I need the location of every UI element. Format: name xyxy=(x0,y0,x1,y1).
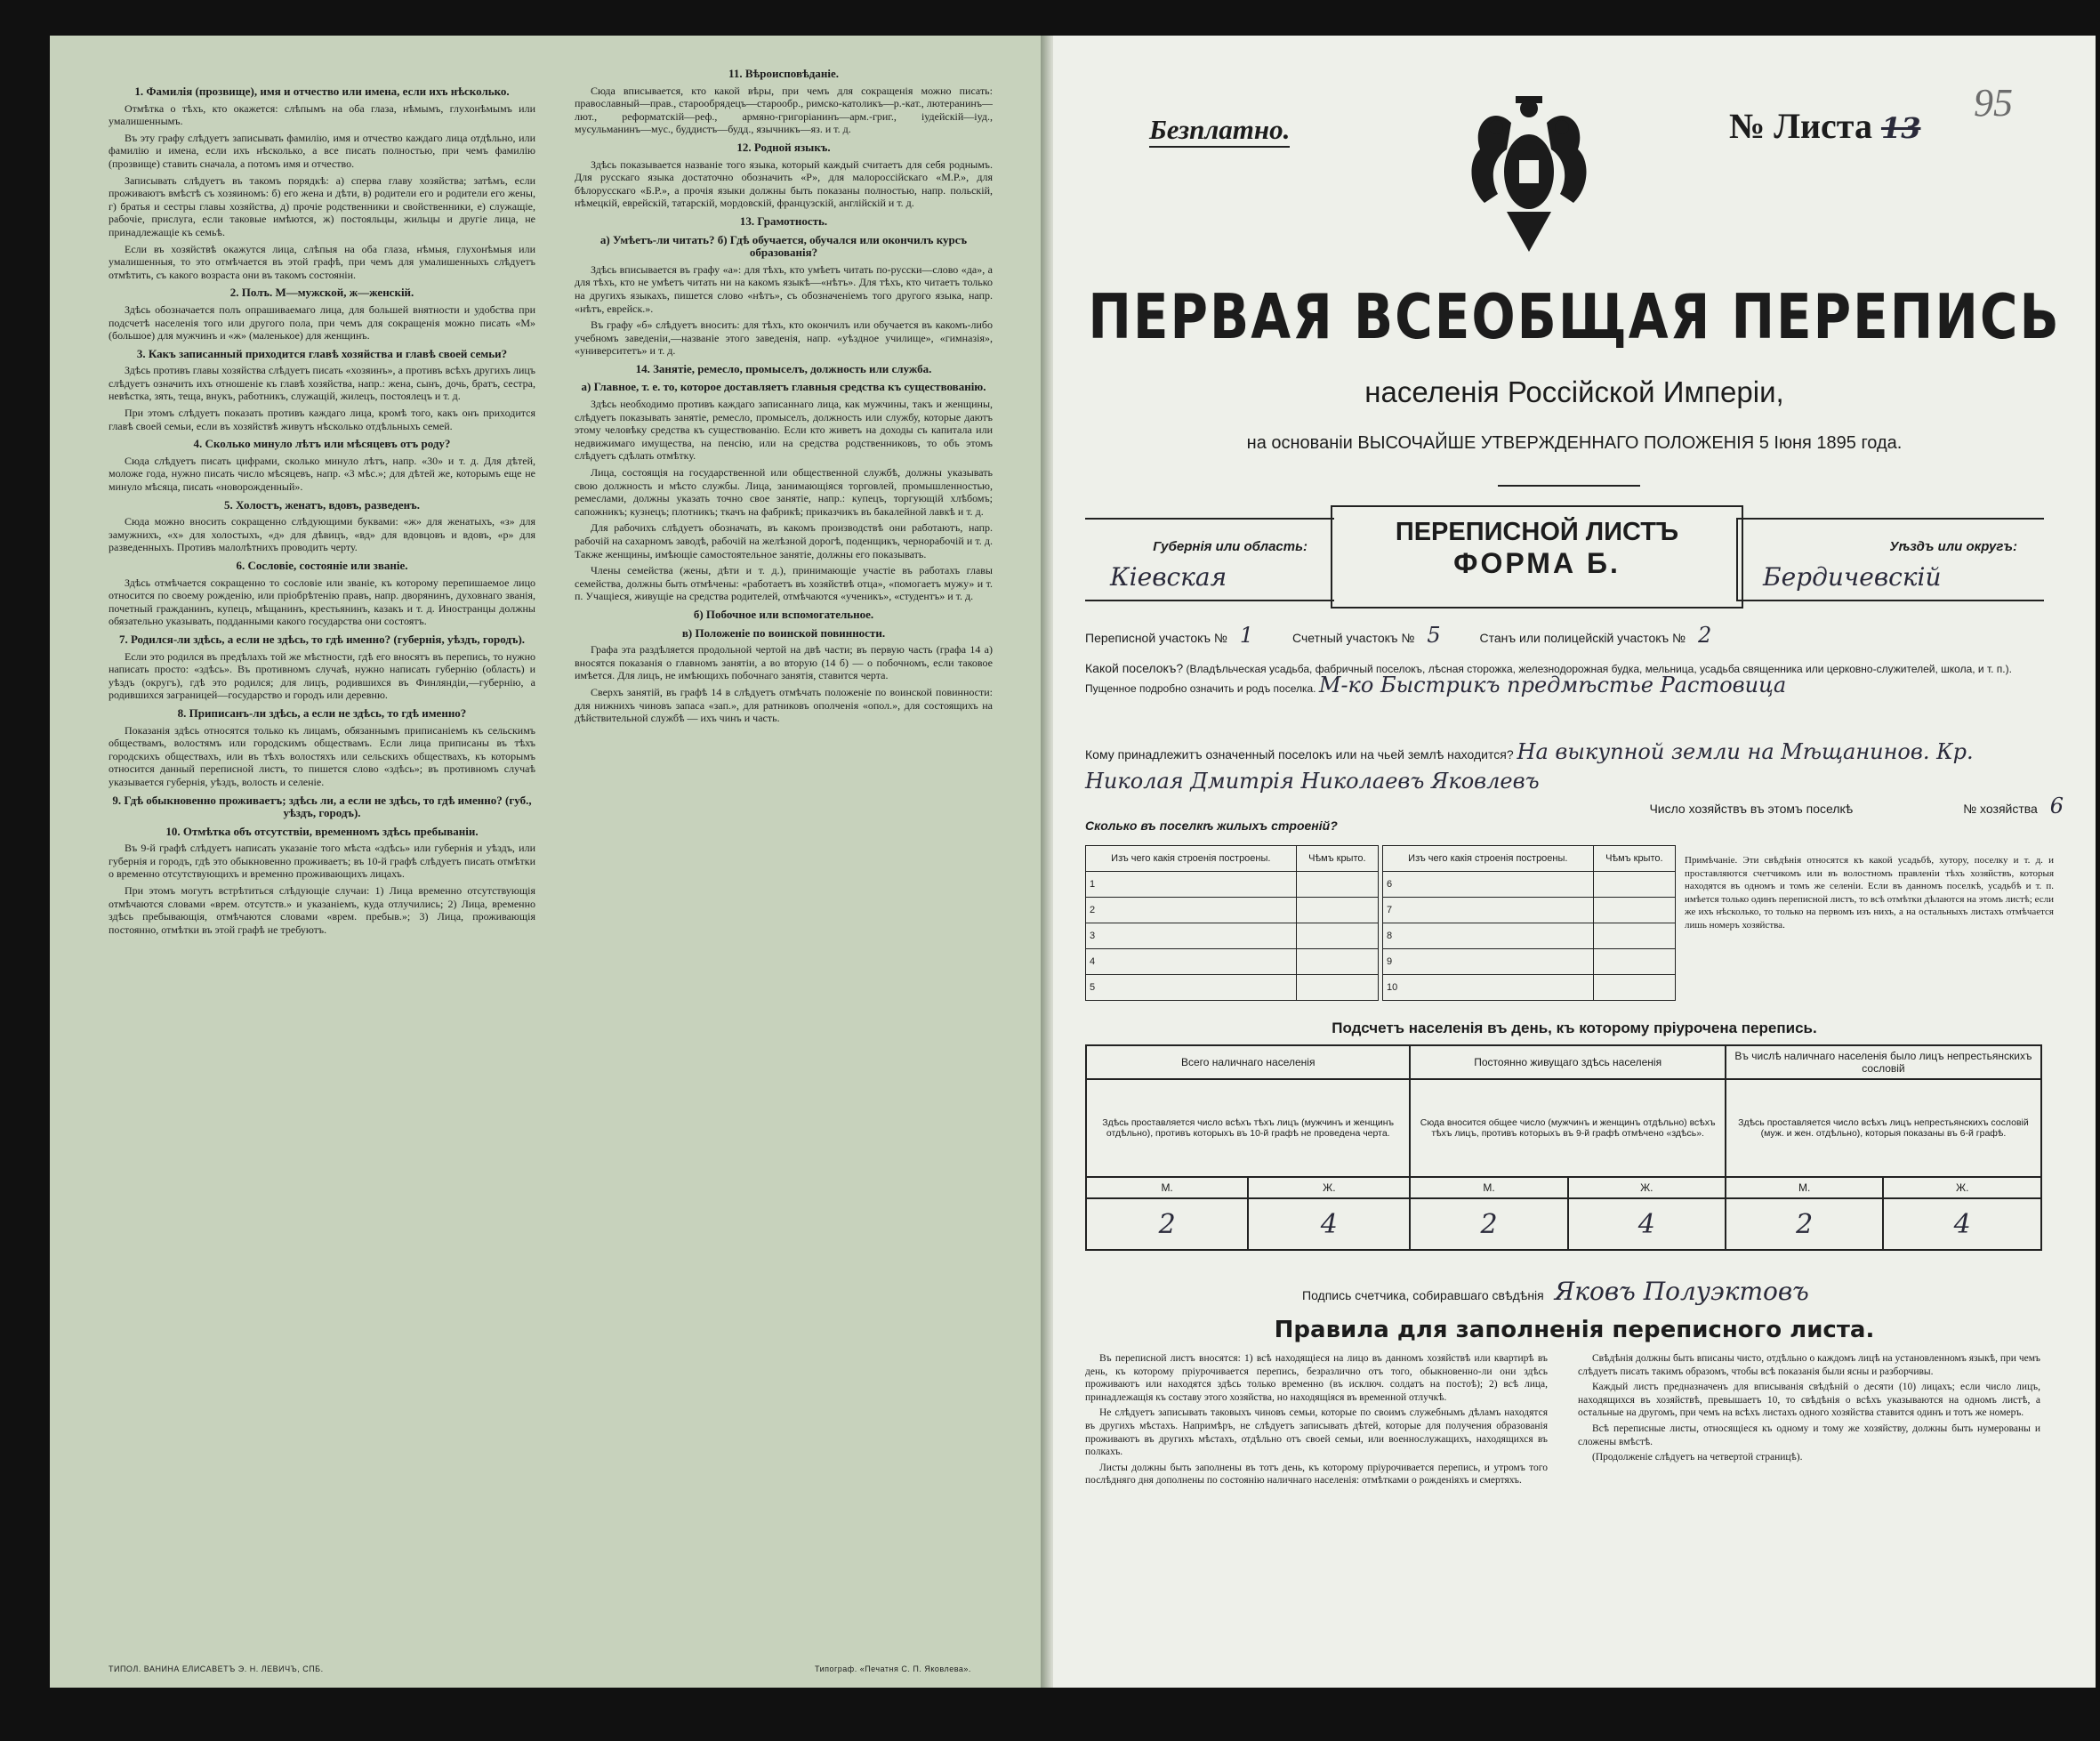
instruction-paragraph: Записывать слѣдуетъ въ такомъ порядкѣ: а) сперва главу хозяйства; затѣмъ, если проживаютъ вмѣстѣ съ хозяиномъ: б) его жена и дѣти, в) родители его и родители его жены, г) братья и сестры главы хозяйства, д) прочіе родственники и свойственники, е) служащіе, рабочіе, прислуга, если таковые имѣются, ж) постояльцы, жильцы и другіе лица, не принадлежащіе къ семьѣ. xyxy=(109,173,535,238)
signature-value: Яковъ Полуэктовъ xyxy=(1554,1277,1809,1306)
pop-value-nonpeasant-female: 4 xyxy=(1883,1198,2041,1250)
instruction-paragraph: Здѣсь отмѣчается сокращенно то сословіе или званіе, къ которому перепишаемое лицо относится по своему рожденію, или пріобрѣтенію правъ, напр. дворянинъ, духовнаго званія, почетный гражданинъ, купецъ, мѣщанинъ, крестьянинъ, казакъ и т. д. Иностранцы должны обязательно указывать, подданными какого государства они состоятъ. xyxy=(109,576,535,628)
settlement-line xyxy=(1085,660,2064,697)
household-number-value: 6 xyxy=(2049,794,2064,818)
pop-value-nonpeasant-male: 2 xyxy=(1726,1198,1884,1250)
pop-header-permanent: Постоянно живущаго здѣсь населенія xyxy=(1410,1045,1725,1079)
pop-sub-female: Ж. xyxy=(1248,1177,1410,1198)
instruction-paragraph: Члены семейства (жены, дѣти и т. д.), принимающіе участіе въ работахъ главы семейства, должны быть отмѣчены: «работаетъ въ хозяйствѣ отца», «помогаетъ мужу» и т. п. Учащіеся, живущіе на средства родителей, отмѣчаются «ученикъ», «студентъ» и т. д. xyxy=(575,564,993,603)
household-number-label: № хозяйства xyxy=(1963,802,2038,816)
building-material-header: Изъ чего какія строенія построены. xyxy=(1383,846,1594,872)
census-section-label: Переписной участокъ № xyxy=(1085,631,1227,645)
instruction-paragraph: При этомъ слѣдуетъ показать противъ каждаго лица, кромѣ того, какъ онъ приходится главѣ своей семьи, если въ хозяйствѣ живутъ нѣсколько отдѣльныхъ семей. xyxy=(109,407,535,432)
imprint-left: ТИПОЛ. ВАНИНА ЕЛИСАВЕТЪ Э. Н. ЛЕВИЧЪ, СПБ. xyxy=(109,1664,324,1673)
governorate-box xyxy=(1085,518,1334,601)
instruction-paragraph: Въ 9-й графѣ слѣдуетъ написать указаніе того мѣста «здѣсь» или губернія и уѣздъ, или губернія и городъ, гдѣ это обыкновенно проживаетъ; въ 10-й графѣ слѣдуетъ писать отмѣтки о временно отсутствующихъ и временно проживающихъ лицахъ. xyxy=(109,842,535,881)
instruction-heading: 4. Сколько минуло лѣтъ или мѣсяцевъ отъ роду? xyxy=(193,437,451,451)
owner-value: На выкупной земли на Мѣщанинов. Кр. Николая Дмитрія Николаевъ Яковлевъ xyxy=(1085,739,1974,794)
instruction-paragraph: Если въ хозяйствѣ окажутся лица, слѣпыя на оба глаза, нѣмыя, глухонѣмыя или умалишенныя, то это отмѣчается въ этой графѣ, при чемъ для умалишенныхъ слѣдуетъ отмѣтить, съ какого возраста они въ такомъ состояніи. xyxy=(109,242,535,281)
signature-label: Подпись счетчика, собиравшаго свѣдѣнія xyxy=(1302,1288,1544,1302)
settlement-value: М-ко Быстрикъ предмѣстье Растовица xyxy=(1318,673,1787,697)
buildings-table-right xyxy=(1382,845,1676,1001)
pop-value-permanent-female: 4 xyxy=(1568,1198,1726,1250)
form-title-box xyxy=(1331,505,1743,609)
pop-sub-female: Ж. xyxy=(1568,1177,1726,1198)
pop-value-total-female: 4 xyxy=(1248,1198,1410,1250)
instructions-column-2 xyxy=(575,62,993,1634)
imprint-right: Типограф. «Печатня С. П. Яковлева». xyxy=(815,1664,971,1673)
building-row-num: 4 xyxy=(1086,949,1297,975)
pencil-page-number: 95 xyxy=(1974,81,2013,125)
instruction-heading: в) Положеніе по воинской повинности. xyxy=(681,625,886,640)
pop-sub-male: М. xyxy=(1726,1177,1884,1198)
instruction-paragraph: Отмѣтка о тѣхъ, кто окажется: слѣпымъ на оба глаза, нѣмымъ, глухонѣмымъ или умалишеннымъ. xyxy=(109,101,535,128)
instructions-column-1 xyxy=(109,80,535,1634)
instruction-paragraph: Здѣсь необходимо противъ каждаго записаннаго лица, как мужчины, такъ и женщины, слѣдуетъ показывать занятіе, ремесло, промыселъ, должность или службу, которые даютъ этому человѣку средства къ существованію. Если кто живетъ на доходы съ капитала или недвижимаго имущества, на пенсію, или на средства родственниковъ, то объ этомъ слѣдуетъ сдѣлать отмѣтку. xyxy=(575,398,993,463)
district-box xyxy=(1736,518,2044,601)
pop-header-nonpeasant: Въ числѣ наличнаго населенія было лицъ непрестьянскихъ сословій xyxy=(1726,1045,2041,1079)
rules-title: Правила для заполненія переписного листа. xyxy=(1274,1317,1875,1343)
population-count-table xyxy=(1085,1044,2042,1251)
pop-value-permanent-male: 2 xyxy=(1410,1198,1567,1250)
building-row-num: 6 xyxy=(1383,872,1594,898)
district-label: Уѣздъ или округъ: xyxy=(1889,539,2017,554)
buildings-label: Сколько въ поселкѣ жилыхъ строеній? xyxy=(1085,818,1338,833)
instruction-heading: 11. Вѣроисповѣданіе. xyxy=(728,67,839,80)
police-section-value: 2 xyxy=(1697,623,1712,648)
instruction-heading: 5. Холостъ, женатъ, вдовъ, разведенъ. xyxy=(224,497,420,512)
pop-desc-nonpeasant: Здѣсь проставляется число всѣхъ лицъ непрестьянскихъ сословій (муж. и жен. отдѣльно), которыя показаны въ 6-й графѣ. xyxy=(1726,1079,2041,1177)
pop-header-total: Всего наличнаго населенія xyxy=(1086,1045,1410,1079)
district-value: Бердичевскій xyxy=(1763,562,1942,592)
instruction-heading: 1. Фамилія (прозвище), имя и отчество или имена, если ихъ нѣсколько. xyxy=(134,85,510,98)
sheet-number-value: 13 xyxy=(1880,111,1921,145)
instruction-paragraph: Въ графу «б» слѣдуетъ вносить: для тѣхъ, кто окончилъ или обучается въ какомъ-либо учебномъ заведеніи,—названіе этого заведенія, напр. «уѣздное училище», «гимназія», «университетъ» и т. д. xyxy=(575,318,993,358)
building-row-num: 10 xyxy=(1383,975,1594,1001)
instruction-paragraph: Сюда слѣдуетъ писать цифрами, сколько минуло лѣтъ, напр. «30» и т. д. Для дѣтей, моложе года, нужно писать число мѣсяцевъ, напр. «3 мѣс.»; для дѣтей же, которымъ еще не минуло мѣсяца, писать «новорожденный». xyxy=(109,454,535,494)
pop-value-total-male: 2 xyxy=(1086,1198,1248,1250)
police-section-label: Станъ или полицейскій участокъ № xyxy=(1479,631,1686,645)
governorate-label: Губернія или область: xyxy=(1153,539,1307,554)
building-row-num: 5 xyxy=(1086,975,1297,1001)
instruction-paragraph: Для рабочихъ слѣдуетъ обозначать, въ какомъ производствѣ они работаютъ, напр. рабочій на сахарномъ заводѣ, рабочій на желѣзной дорогѣ, поденщикъ, чернорабочій и т. д. Также женщины, имѣющіе самостоятельное занятіе, должны его показывать. xyxy=(575,521,993,560)
pop-sub-male: М. xyxy=(1410,1177,1567,1198)
households-line xyxy=(1085,794,2064,818)
sheet-number xyxy=(1729,105,1920,147)
instruction-paragraph: Здѣсь вписывается въ графу «а»: для тѣхъ, кто умѣетъ читать по-русски—слово «да», а для тѣхъ, кто не умѣетъ читать ни на какомъ языкѣ—«нѣтъ». Для тѣхъ, кто читаетъ только на другихъ языкахъ, пишется слово «нѣтъ», съ обозначеніемъ того другого языка, напр. «нѣтъ, еврейск.». xyxy=(575,262,993,315)
owner-label: Кому принадлежитъ означенный поселокъ или на чьей землѣ находится? xyxy=(1085,747,1514,762)
building-row-num: 1 xyxy=(1086,872,1297,898)
instruction-paragraph: Сверхъ занятій, въ графѣ 14 в слѣдуетъ отмѣчать положеніе по воинской повинности: для нижнихъ чиновъ запаса «зап.», для ратниковъ ополченія «опол.», для состоящихъ на дѣйствительной службѣ — ихъ чинъ и часть. xyxy=(575,685,993,725)
census-subtitle: населенія Россійской Имперіи, xyxy=(1364,375,1784,408)
instruction-heading: 9. Гдѣ обыкновенно проживаетъ; здѣсь ли, а если не здѣсь, то гдѣ именно? (губ., уѣздъ, городъ). xyxy=(112,793,532,820)
instruction-heading: а) Умѣетъ-ли читать? б) Гдѣ обучается, обучался или окончилъ курсъ образованія? xyxy=(599,232,968,260)
settlement-hint: (Владѣльческая усадьба, фабричный поселокъ, лѣсная сторожка, железнодорожная будка, мельница, усадьба священника или церковно-служителей, школа, и т. п.). Пущенное подробно означить и родъ поселка. xyxy=(1085,663,2012,695)
instruction-heading: 14. Занятіе, ремесло, промыселъ, должность или служба. xyxy=(635,361,932,375)
right-page xyxy=(1053,36,2096,1688)
enumerator-signature-line xyxy=(1302,1277,1809,1306)
rule-paragraph: Каждый листъ предназначенъ для вписыванія свѣдѣній о десяти (10) лицахъ; если число лицъ, находящихся въ хозяйствѣ, превышаетъ 10, то свѣдѣнія о всѣхъ указываются на одномъ листѣ, а остальные на другомъ, при чемъ на всѣхъ листахъ одного хозяйства ставится одинъ и тотъ же номеръ. xyxy=(1578,1382,2040,1419)
instruction-paragraph: Сюда вписывается, кто какой вѣры, при чемъ для сокращенія можно писать: православный—прав., старообрядецъ—старообр., римско-католикъ—р.-кат., лютеранинъ—лют., реформатскій—реф., армяно-григоріанинъ—арм.-григ., іудейскій—іуд., мусульманинъ—мус., буддистъ—будд., язычникъ—яз. и т. д. xyxy=(575,84,993,136)
building-row-num: 3 xyxy=(1086,923,1297,949)
census-section-value: 1 xyxy=(1239,623,1254,648)
instruction-paragraph: При этомъ могутъ встрѣтиться слѣдующіе случаи: 1) Лица временно отсутствующія отмѣчаются словами «врем. отсутств.» и указаніемъ, куда отлучились; 2) Лица, временно здѣсь пребывающія, отмѣчаются словами «врем. пребыв.»; 3) Лица, проживающія постоянно, отмѣтки въ этой графѣ не требуютъ. xyxy=(109,884,535,936)
count-section-value: 5 xyxy=(1427,623,1441,648)
building-row-num: 2 xyxy=(1086,898,1297,923)
buildings-table-left xyxy=(1085,845,1379,1001)
instruction-heading: 12. Родной языкъ. xyxy=(736,140,831,154)
count-section-label: Счетный участокъ № xyxy=(1292,631,1415,645)
instruction-paragraph: Графа эта раздѣляется продольной чертой на двѣ части; въ первую часть (графа 14 а) вносятся показанія о главномъ занятіи, а во вторую (14 б) — о побочномъ, если таковое имѣется. Для лицъ, не имѣющихъ побочнаго занятія, ставится черта. xyxy=(575,643,993,682)
rule-paragraph: Не слѣдуетъ записывать таковыхъ чиновъ семьи, которые по своимъ служебнымъ дѣламъ находятся въ другихъ мѣстахъ. Напримѣръ, не слѣдуетъ записывать дѣтей, которые для получения образованія проживаютъ въ другихъ мѣстахъ, отдѣльно отъ своей семьи, или военнослужащихъ, находящихся въ полкахъ. xyxy=(1085,1407,1548,1458)
section-numbers-line xyxy=(1085,623,2064,648)
instruction-heading: 3. Какъ записанный приходится главѣ хозяйства и главѣ своей семьи? xyxy=(136,346,508,360)
instruction-paragraph: Если это родился въ предѣлахъ той же мѣстности, гдѣ его вносятъ въ перепись, то нужно написать просто: «здѣсь». Въ противномъ случаѣ, нужно написать губернію (область) и уѣздъ (округъ), гдѣ это родился; для лицъ, родившихся въ Финляндіи,—губернію, а родившихся заграницей—государство и городъ или деревню. xyxy=(109,649,535,702)
households-count-label: Число хозяйствъ въ этомъ поселкѣ xyxy=(1649,802,1854,816)
rule-paragraph: Всѣ переписные листы, относящіеся къ одному и тому же хозяйству, должны быть нумерованы и сложены вмѣстѣ. xyxy=(1578,1423,2040,1447)
pop-sub-male: М. xyxy=(1086,1177,1248,1198)
left-page xyxy=(50,36,1046,1688)
title-rule xyxy=(1498,485,1640,487)
instruction-paragraph: Лица, состоящія на государственной или общественной службѣ, должны указывать свою должность и мѣсто службы. Лица, занимающіяся торговлей, промышленностью, ремеслами, должны указать точно свое занятіе, напр.: купецъ, торгующій хлѣбомъ; сапожникъ; кузнецъ; плотникъ; ткачъ на фабрикѣ; приказчикъ въ бакалейной лавкѣ и т. д. xyxy=(575,466,993,518)
instruction-heading: 13. Грамотность. xyxy=(739,214,828,228)
instruction-paragraph: Сюда можно вносить сокращенно слѣдующими буквами: «ж» для женатыхъ, «з» для замужнихъ, «х» для холостыхъ, «д» для дѣвицъ, «вд» для вдовцовъ и вдовъ, «р» для разведенныхъ. Противъ малолѣтнихъ проводить черту. xyxy=(109,515,535,554)
building-row-num: 7 xyxy=(1383,898,1594,923)
form-title-line2: ФОРМА Б. xyxy=(1453,547,1621,579)
building-material-header: Изъ чего какія строенія построены. xyxy=(1086,846,1297,872)
pop-desc-total: Здѣсь проставляется число всѣхъ тѣхъ лицъ (мужчинъ и женщинъ отдѣльно), противъ которыхъ въ 10-й графѣ не проведена черта. xyxy=(1086,1079,1410,1177)
form-title-line1: ПЕРЕПИСНОЙ ЛИСТЪ xyxy=(1395,518,1679,546)
census-basis: на основаніи ВЫСОЧАЙШЕ УТВЕРЖДЕННАГО ПОЛОЖЕНІЯ 5 Іюня 1895 года. xyxy=(1246,433,1903,453)
instruction-heading: 10. Отмѣтка объ отсутствіи, временномъ здѣсь пребываніи. xyxy=(165,824,479,838)
pop-sub-female: Ж. xyxy=(1883,1177,2041,1198)
building-row-num: 8 xyxy=(1383,923,1594,949)
instruction-paragraph: Здѣсь противъ главы хозяйства слѣдуетъ писать «хозяинъ», а противъ всѣхъ другихъ лицъ слѣдуетъ означить ихъ отношеніе къ главѣ хозяйства, напр.: жена, сынъ, дочь, братъ, сестра, невѣстка, зять, теща, внукъ, работникъ, служащій, жилецъ, постоялецъ и т. д. xyxy=(109,364,535,403)
building-row-num: 9 xyxy=(1383,949,1594,975)
census-title: ПЕРВАЯ ВСЕОБЩАЯ ПЕРЕПИСЬ xyxy=(1088,280,2061,353)
instruction-heading: а) Главное, т. е. то, которое доставляетъ главныя средства къ существованію. xyxy=(581,380,986,394)
instruction-paragraph: Здѣсь обозначается полъ опрашиваемаго лица, для большей внятности и удобства при подсчетѣ населенія того или другого пола, при чемъ для сокращенія можно писать «М» (большое) для мужчинъ и «ж» (маленькое) для женщинъ. xyxy=(109,302,535,343)
buildings-note: Примѣчаніе. Эти свѣдѣнія относятся къ какой усадьбѣ, хутору, поселку и т. д. и проставляются счетчикомъ или въ волостномъ правленіи тѣхъ хозяйствъ, которыя находятся въ одномъ и томъ же селеніи. Если въ данномъ поселкѣ, усадьбѣ и т. п. имѣется только одинъ переписной листъ, то всѣ отмѣтки дѣлаются на этомъ листѣ; если же ихъ нѣсколько, то только на первомъ изъ нихъ, а на остальныхъ листахъ отмѣчается лишь номеръ хозяйства. xyxy=(1685,855,2054,931)
instruction-paragraph: Показанія здѣсь относятся только къ лицамъ, обязаннымъ приписаніемъ къ сельскимъ обществамъ, волостямъ или городскимъ обществамъ. Если лица приписаны въ тѣхъ городскихъ обществахъ, или въ тѣхъ волостяхъ или сельскихъ обществахъ, къ которымъ относится данный переписной листъ, то пишется слово «здѣсь»; въ противномъ случаѣ указывается губернія, уѣздъ, волость и селеніе. xyxy=(109,723,535,788)
instruction-heading: 8. Приписанъ-ли здѣсь, а если не здѣсь, то гдѣ именно? xyxy=(177,705,467,720)
rule-paragraph: (Продолженіе слѣдуетъ на четвертой страницѣ). xyxy=(1592,1452,1803,1463)
instruction-heading: 2. Полъ. М—мужской, ж—женскій. xyxy=(229,286,414,300)
rule-paragraph: Свѣдѣнія должны быть вписаны чисто, отдѣльно о каждомъ лицѣ на установленномъ языкѣ, при чемъ слѣдуетъ писать такимъ образомъ, чтобы всѣ показанія были ясны и разборчивы. xyxy=(1578,1353,2040,1377)
double-headed-eagle-emblem xyxy=(1462,87,1596,256)
pop-desc-permanent: Сюда вносится общее число (мужчинъ и женщинъ отдѣльно) всѣхъ тѣхъ лицъ, противъ которыхъ въ 9-й графѣ отмѣчено «здѣсь». xyxy=(1410,1079,1725,1177)
owner-line xyxy=(1085,738,2064,797)
instruction-heading: 7. Родился-ли здѣсь, а если не здѣсь, то гдѣ именно? (губернія, уѣздъ, городъ). xyxy=(118,632,526,646)
free-label: Безплатно. xyxy=(1149,114,1290,148)
governorate-value: Кіевская xyxy=(1110,562,1227,592)
instruction-heading: 6. Сословіе, состояніе или званіе. xyxy=(236,559,408,572)
rule-paragraph: Листы должны быть заполнены въ тотъ день, къ которому пріурочивается перепись, и утромъ того послѣдняго дня дополнены по состоянію наличнаго населенія: отмѣтками о рожденіяхъ и смертяхъ. xyxy=(1085,1462,1548,1487)
instruction-paragraph: Въ эту графу слѣдуетъ записывать фамилію, имя и отчество каждаго лица отдѣльно, или фамилію и имена, если ихъ нѣсколько, а все писать полностью, при чемъ фамилію (прозвище) ставить сначала, а потомъ имя и отчество. xyxy=(109,131,535,170)
settlement-label: Какой поселокъ? xyxy=(1085,661,1184,675)
roof-header: Чѣмъ крыто. xyxy=(1296,846,1378,872)
roof-header: Чѣмъ крыто. xyxy=(1593,846,1675,872)
rules-column-2 xyxy=(1578,1352,2040,1467)
rule-paragraph: Въ переписной листъ вносятся: 1) всѣ находящіеся на лицо въ данномъ хозяйствѣ или квартирѣ въ день, къ которому пріурочивается перепись, безразлично отъ того, обыкновенно-ли они здѣсь проживаютъ или находятся здѣсь только временно (въ исключ. солдатъ на постоѣ); 2) всѣ лица, принадлежащія къ составу этого хозяйства, но находящіяся въ временной отлучкѣ. xyxy=(1085,1353,1548,1403)
instruction-paragraph: Здѣсь показывается названіе того языка, который каждый считаетъ для себя роднымъ. Для русскаго языка достаточно обозначить «Р», для малороссійскаго «М.Р.», для бѣлорусскаго «Б.Р.», а прочія языки должны быть показаны полностью, напр. польскій, нѣмецкій, еврейскій, татарскій, мордовскій, французскій, англійскій и т. д. xyxy=(575,157,993,210)
rules-column-1 xyxy=(1085,1352,1548,1490)
instruction-heading: б) Побочное или вспомогательное. xyxy=(693,607,874,621)
sheet-number-label: № Листа xyxy=(1729,106,1872,146)
population-count-title: Подсчетъ населенія въ день, къ которому пріурочена перепись. xyxy=(1332,1020,1817,1036)
